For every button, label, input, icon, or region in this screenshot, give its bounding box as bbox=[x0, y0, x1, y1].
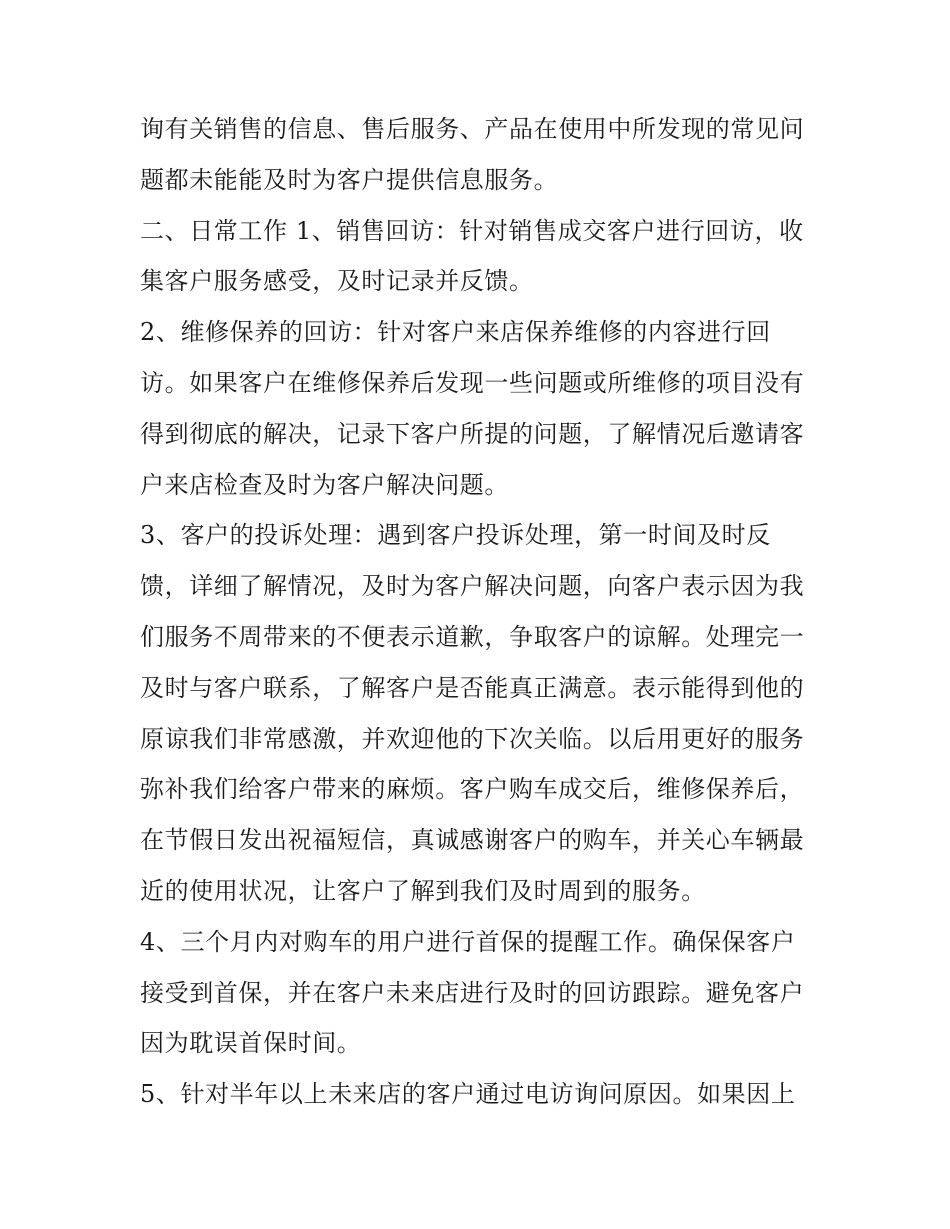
text-line: 题都未能能及时为客户提供信息服务。 bbox=[140, 165, 559, 194]
text-line: 二、日常工作 1、销售回访：针对销售成交客户进行回访，收 bbox=[140, 216, 804, 245]
text-line: 接受到首保，并在客户未来店进行及时的回访跟踪。避免客户 bbox=[140, 978, 805, 1007]
text-line: 在节假日发出祝福短信，真诚感谢客户的购车，并关心车辆最 bbox=[140, 826, 805, 855]
text-line: 访。如果客户在维修保养后发现一些问题或所维修的项目没有 bbox=[140, 368, 805, 397]
text-line: 及时与客户联系，了解客户是否能真正满意。表示能得到他的 bbox=[140, 673, 805, 702]
text-line: 馈，详细了解情况，及时为客户解决问题，向客户表示因为我 bbox=[140, 572, 805, 601]
text-line: 集客户服务感受，及时记录并反馈。 bbox=[140, 267, 534, 296]
text-line: 弥补我们给客户带来的麻烦。客户购车成交后，维修保养后， bbox=[140, 775, 805, 804]
text-line: 因为耽误首保时间。 bbox=[140, 1029, 362, 1058]
text-line: 2、维修保养的回访：针对客户来店保养维修的内容进行回 bbox=[140, 318, 771, 347]
document-body bbox=[140, 104, 820, 1120]
text-line: 询有关销售的信息、售后服务、产品在使用中所发现的常见问 bbox=[140, 115, 805, 143]
text-line: 5、针对半年以上未来店的客户通过电访询问原因。如果因上 bbox=[140, 1080, 796, 1109]
text-line: 们服务不周带来的不便表示道歉，争取客户的谅解。处理完一 bbox=[140, 622, 805, 651]
text-line: 近的使用状况，让客户了解到我们及时周到的服务。 bbox=[140, 876, 706, 905]
text-line: 3、客户的投诉处理：遇到客户投诉处理，第一时间及时反 bbox=[140, 521, 771, 550]
text-line: 户来店检查及时为客户解决问题。 bbox=[140, 470, 509, 499]
text-line: 原谅我们非常感激，并欢迎他的下次关临。以后用更好的服务 bbox=[140, 724, 805, 753]
text-line: 4、三个月内对购车的用户进行首保的提醒工作。确保保客户 bbox=[140, 927, 796, 956]
text-line: 得到彻底的解决，记录下客户所提的问题，了解情况后邀请客 bbox=[140, 419, 805, 448]
